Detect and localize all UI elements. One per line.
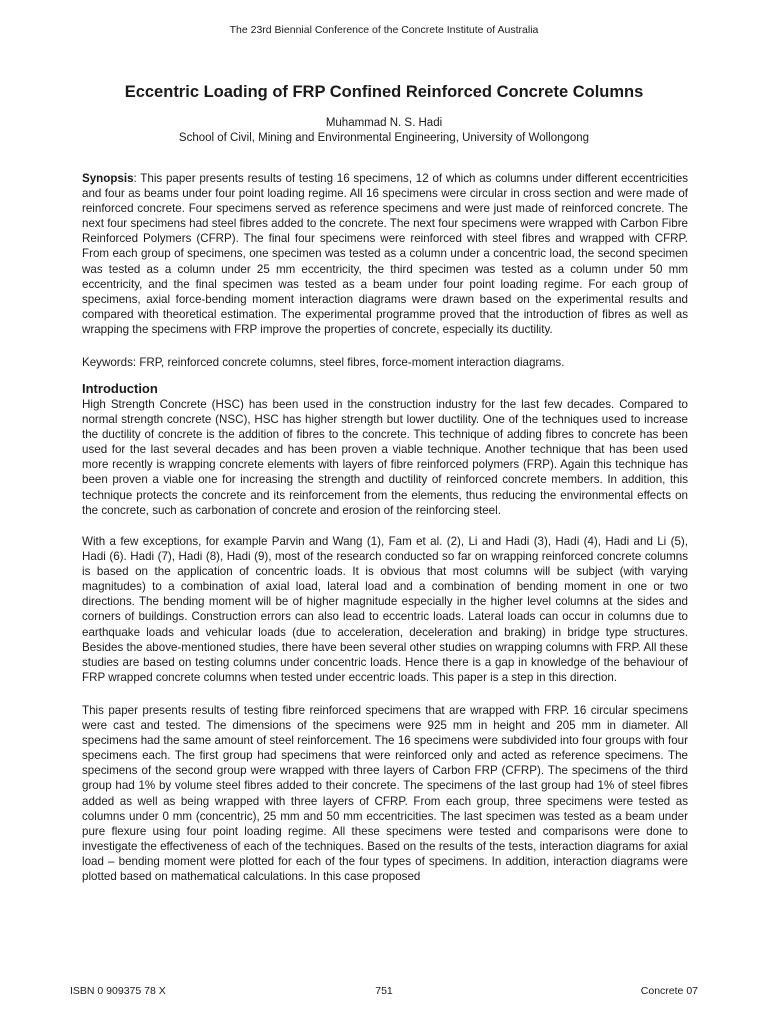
running-header: The 23rd Biennial Conference of the Concrete Institute of Australia — [229, 24, 539, 36]
synopsis-paragraph — [82, 171, 688, 337]
intro-paragraph-3: This paper presents results of testing fibre reinforced specimens that are wrapped with FRP. 16 circular specimens were cast and tested. The dimensions of the specimens were 925 mm in height and 205 mm in diameter. All specimens had the same amount of steel reinforcement. The 16 specimens were subdivided into four groups with four specimens each. The first group had specimens that were reinforced only and acted as reference specimens. The specimens of the second group were wrapped with three layers of Carbon FRP (CFRP). The specimens of the third group had 1% by volume steel fibres added to their concrete. The specimens of the last group had 1% of steel fibres added as well as being wrapped with three layers of CFRP. From each group, three specimens were tested as columns under 0 mm (concentric), 25 mm and 50 mm eccentricities. The last specimen was tested as a beam under pure flexure using four point loading regime. All these specimens were tested and comparisons were done to investigate the effectiveness of each of the techniques. Based on the results of the tests, interaction diagrams for axial load – bending moment were plotted for each of the four types of specimens. In addition, interaction diagrams were plotted based on mathematical calculations. In this case proposed — [82, 704, 688, 884]
intro-paragraph-1: High Strength Concrete (HSC) has been used in the construction industry for the last few decades. Compared to normal strength concrete (NSC), HSC has higher strength but lower ductility. One of the techniques used to increase the ductility of concrete is the addition of fibres to the concrete. This technique of adding fibres to concrete has been used for the last several decades and has been proven a viable technique. Another technique that has been used more recently is wrapping concrete elements with layers of fibre reinforced polymers (FRP). Again this technique has been proven a viable one for increasing the strength and ductility of reinforced concrete members. In addition, this technique protects the concrete and its reinforcement from the elements, thus reducing the environmental effects on the concrete, such as carbonation of concrete and erosion of the reinforcing steel. — [82, 398, 688, 517]
footer-page-number: 751 — [375, 985, 393, 997]
intro-paragraph-2: With a few exceptions, for example Parvin and Wang (1), Fam et al. (2), Li and Hadi (3), Hadi (4), Hadi and Li (5), Hadi (6). Hadi (7), Hadi (8), Hadi (9), most of the research conducted so far on wrapping reinforced concrete columns is based on the application of concentric loads. It is obvious that most columns will be subject (with varying magnitudes) to a combination of axial load, lateral load and a combination of bending moment in one or two directions. The bending moment will be of higher magnitude especially in the higher level columns at the sides and corners of buildings. Construction errors can also lead to eccentric loads. Lateral loads can occur in columns due to earthquake loads and vehicular loads (due to acceleration, deceleration and braking) in bridge type structures. Besides the above-mentioned studies, there have been several other studies on wrapping columns with FRP. All these studies are based on testing columns under concentric loads. Hence there is a gap in knowledge of the behaviour of FRP wrapped concrete columns when tested under eccentric loads. This paper is a step in this direction. — [82, 535, 688, 684]
paper-title: Eccentric Loading of FRP Confined Reinforced Concrete Columns — [124, 83, 644, 101]
author-name: Muhammad N. S. Hadi — [325, 117, 443, 129]
synopsis-text: : This paper presents results of testing 16 specimens, 12 of which as columns under different eccentricities and four as beams under four point loading regime. All 16 specimens were circular in cross section and were made of reinforced concrete. Four specimens served as reference specimens and were just made of reinforced concrete. The next four specimens had steel fibres added to the concrete. The next four specimens were wrapped with Carbon Fibre Reinforced Polymers (CFRP). The final four specimens were reinforced with steel fibres and wrapped with CFRP. From each group of specimens, one specimen was tested as a column under a concentric load, the second specimen was tested as a column under 25 mm eccentricity, the third specimen was tested as a column under 50 mm eccentricity, and the final specimen was tested as a beam under four point loading regime. For each group of specimens, axial force-bending moment interaction diagrams were drawn based on the experimental results and compared with theoretical estimation. The experimental programme proved that the introduction of fibres as well as wrapping the specimens with FRP improve the properties of concrete, especially its ductility. — [82, 172, 688, 336]
synopsis-label: Synopsis — [82, 172, 134, 185]
author-affiliation: School of Civil, Mining and Environmental Engineering, University of Wollongong — [178, 132, 590, 144]
footer-isbn: ISBN 0 909375 78 X — [70, 985, 166, 997]
keywords-line: Keywords: FRP, reinforced concrete columns, steel fibres, force-moment interaction diagrams. — [82, 356, 565, 369]
section-heading-introduction: Introduction — [82, 381, 158, 396]
footer-conference-short: Concrete 07 — [640, 985, 698, 997]
